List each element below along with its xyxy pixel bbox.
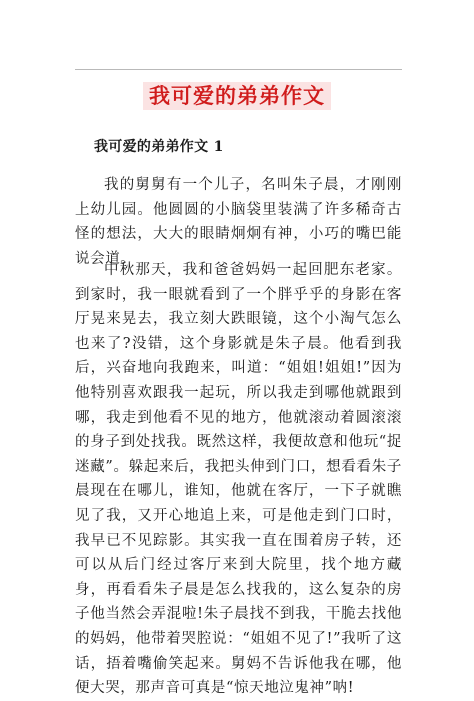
section-heading: 我可爱的弟弟作文 1 <box>94 139 224 155</box>
document-title: 我可爱的弟弟作文 <box>143 82 331 110</box>
header-divider <box>75 69 402 70</box>
title-container <box>0 82 474 110</box>
paragraph-2: 中秋那天，我和爸爸妈妈一起回肥东老家。到家时，我一眼就看到了一个胖乎乎的身影在客厅晃来晃去，我立刻大跌眼镜，这个小淘气怎么也来了?没错，这个身影就是朱子晨。他看到我后，兴奋地向我跑来，叫道：“姐姐!姐姐!”因为他特别喜欢跟我一起玩，所以我走到哪他就跟到哪，我走到他看不见的地方，他就滚动着圆滚滚的身子到处找我。既然这样，我便故意和他玩“捉迷藏”。躲起来后，我把头伸到门口，想看看朱子晨现在在哪儿，谁知，他就在客厅，一下子就瞧见了我，又开心地追上来，可是他走到门口时，我早已不见踪影。其实我一直在围着房子转，还可以从后门经过客厅来到大院里，找个地方藏身，再看看朱子晨是怎么找我的，这么复杂的房子他当然会弄混啦!朱子晨找不到我，干脆去找他的妈妈，他带着哭腔说：“姐姐不见了!”我听了这话，捂着嘴偷笑起来。舅妈不告诉他我在哪，他便大哭，那声音可真是“惊天地泣鬼神”呐! <box>75 262 402 697</box>
paragraph-1: 我的舅舅有一个儿子，名叫朱子晨，才刚刚上幼儿园。他圆圆的小脑袋里装满了许多稀奇古怪的想法，大大的眼睛炯炯有神，小巧的嘴巴能说会道。 <box>75 177 402 267</box>
